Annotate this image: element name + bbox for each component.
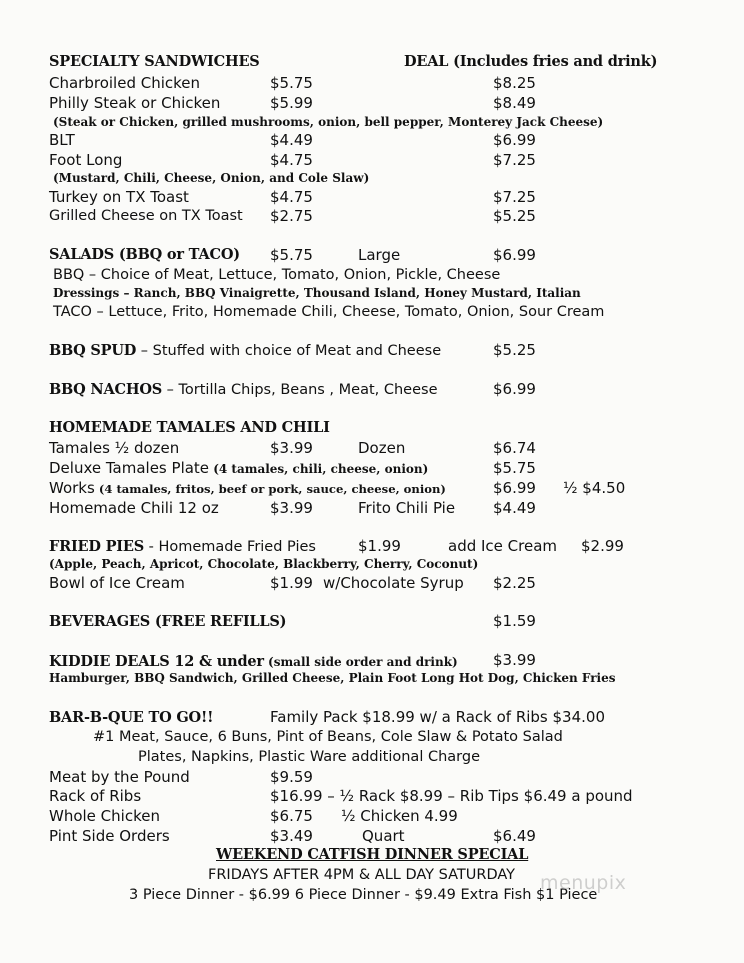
item-price: $1.99 (270, 574, 313, 592)
item-deal-price: $7.25 (493, 188, 536, 206)
item-description: (4 tamales, fritos, beef or pork, sauce, cheese, onion) (94, 482, 446, 496)
family-pack-contents: #1 Meat, Sauce, 6 Buns, Pint of Beans, Cole Slaw & Potato Salad (93, 729, 563, 745)
item-name: Foot Long (49, 151, 123, 169)
dozen-price: $6.74 (493, 439, 536, 457)
item-price: $9.59 (270, 768, 313, 786)
bbq-nachos-price: $6.99 (493, 380, 536, 398)
kiddie-deals-line (49, 654, 458, 670)
deluxe-tamales-line (49, 461, 428, 476)
quart-label: Quart (362, 827, 405, 845)
kiddie-deals-heading: KIDDIE DEALS 12 & under (49, 653, 264, 670)
fried-pies-description: - Homemade Fried Pies (144, 539, 316, 555)
item-name: Works (49, 479, 95, 497)
item-price: $6.99 (493, 479, 536, 497)
item-name: BLT (49, 131, 75, 149)
catfish-days: FRIDAYS AFTER 4PM & ALL DAY SATURDAY (208, 867, 516, 883)
salad-taco-description: TACO – Lettuce, Frito, Homemade Chili, Cheese, Tomato, Onion, Sour Cream (53, 304, 605, 320)
item-name: Philly Steak or Chicken (49, 94, 221, 112)
item-price: $5.75 (270, 74, 313, 92)
catfish-special-heading: WEEKEND CATFISH DINNER SPECIAL (216, 846, 529, 863)
item-deal-price: $7.25 (493, 151, 536, 169)
fried-pies-price: $1.99 (358, 537, 401, 555)
catfish-prices: 3 Piece Dinner - $6.99 6 Piece Dinner - $9.49 Extra Fish $1 Piece (129, 887, 598, 903)
add-ice-cream-label: add Ice Cream (448, 537, 558, 555)
watermark: menupix (540, 872, 627, 894)
item-name: Whole Chicken (49, 807, 160, 825)
bbq-spud-description: – Stuffed with choice of Meat and Cheese (136, 343, 442, 359)
bbq-spud-price: $5.25 (493, 341, 536, 359)
item-price: $6.75 (270, 807, 313, 825)
salads-heading: SALADS (BBQ or TACO) (49, 246, 240, 263)
item-name: Turkey on TX Toast (49, 188, 189, 206)
item-description: (Steak or Chicken, grilled mushrooms, onion, bell pepper, Monterey Jack Cheese) (53, 115, 604, 129)
item-price: $3.99 (270, 499, 313, 517)
bbq-spud-line (49, 343, 441, 359)
bbq-spud-heading: BBQ SPUD (49, 342, 137, 359)
fried-pies-heading: FRIED PIES (49, 538, 145, 555)
item-price: $3.99 (270, 439, 313, 457)
chocolate-syrup-label: w/Chocolate Syrup (323, 574, 464, 592)
salad-large-price: $6.99 (493, 246, 536, 264)
deal-heading: DEAL (Includes fries and drink) (404, 53, 658, 70)
bbq-nachos-heading: BBQ NACHOS (49, 381, 163, 398)
item-price: $3.49 (270, 827, 313, 845)
item-deal-price: $8.25 (493, 74, 536, 92)
salad-price: $5.75 (270, 246, 313, 264)
beverages-heading: BEVERAGES (FREE REFILLS) (49, 613, 287, 630)
item-price: $5.99 (270, 94, 313, 112)
item-name: Meat by the Pound (49, 768, 190, 786)
kiddie-deals-price: $3.99 (493, 651, 536, 669)
item-price: $4.75 (270, 151, 313, 169)
quart-price: $6.49 (493, 827, 536, 845)
item-name: Rack of Ribs (49, 787, 142, 805)
item-name: Pint Side Orders (49, 827, 170, 845)
item-name: Grilled Cheese on TX Toast (49, 208, 243, 224)
item-price: $16.99 – ½ Rack $8.99 – Rib Tips $6.49 a pound (270, 787, 633, 805)
fried-pies-flavors: (Apple, Peach, Apricot, Chocolate, Blackberry, Cherry, Coconut) (49, 557, 479, 571)
item-name: Homemade Chili 12 oz (49, 499, 219, 517)
salad-large-label: Large (358, 246, 401, 264)
item-name: Deluxe Tamales Plate (49, 459, 210, 477)
dozen-label: Dozen (358, 439, 406, 457)
salad-dressings: Dressings – Ranch, BBQ Vinaigrette, Thousand Island, Honey Mustard, Italian (53, 286, 581, 300)
specialty-sandwiches-heading: SPECIALTY SANDWICHES (49, 53, 260, 70)
item-price: $5.75 (493, 459, 536, 477)
works-line (49, 481, 446, 496)
item-name: Tamales ½ dozen (49, 439, 180, 457)
item-deal-price: $6.99 (493, 131, 536, 149)
item-price: $2.75 (270, 207, 313, 225)
item-description: (4 tamales, chili, cheese, onion) (209, 462, 429, 476)
barbque-to-go-heading: BAR-B-QUE TO GO!! (49, 709, 214, 726)
fried-pies-line (49, 539, 316, 555)
item-name: Bowl of Ice Cream (49, 574, 185, 592)
family-pack-line: Family Pack $18.99 w/ a Rack of Ribs $34.00 (270, 708, 605, 726)
family-pack-note: Plates, Napkins, Plastic Ware additional Charge (138, 749, 480, 765)
item-deal-price: $8.49 (493, 94, 536, 112)
item-name: Charbroiled Chicken (49, 74, 201, 92)
item-price: $4.75 (270, 188, 313, 206)
add-ice-cream-price: $2.99 (581, 537, 624, 555)
salad-bbq-description: BBQ – Choice of Meat, Lettuce, Tomato, Onion, Pickle, Cheese (53, 267, 501, 283)
works-half-price: ½ $4.50 (563, 479, 626, 497)
bbq-nachos-line (49, 382, 438, 398)
item-price: $4.49 (270, 131, 313, 149)
frito-chili-pie-label: Frito Chili Pie (358, 499, 456, 517)
bbq-nachos-description: – Tortilla Chips, Beans , Meat, Cheese (162, 382, 438, 398)
chocolate-syrup-price: $2.25 (493, 574, 536, 592)
item-description: (Mustard, Chili, Cheese, Onion, and Cole Slaw) (53, 171, 370, 185)
kiddie-deals-items: Hamburger, BBQ Sandwich, Grilled Cheese, Plain Foot Long Hot Dog, Chicken Fries (49, 671, 616, 685)
kiddie-deals-note: (small side order and drink) (263, 655, 458, 669)
item-deal-price: $5.25 (493, 207, 536, 225)
frito-chili-pie-price: $4.49 (493, 499, 536, 517)
half-chicken-price: ½ Chicken 4.99 (341, 807, 458, 825)
tamales-heading: HOMEMADE TAMALES AND CHILI (49, 419, 330, 436)
beverages-price: $1.59 (493, 612, 536, 630)
